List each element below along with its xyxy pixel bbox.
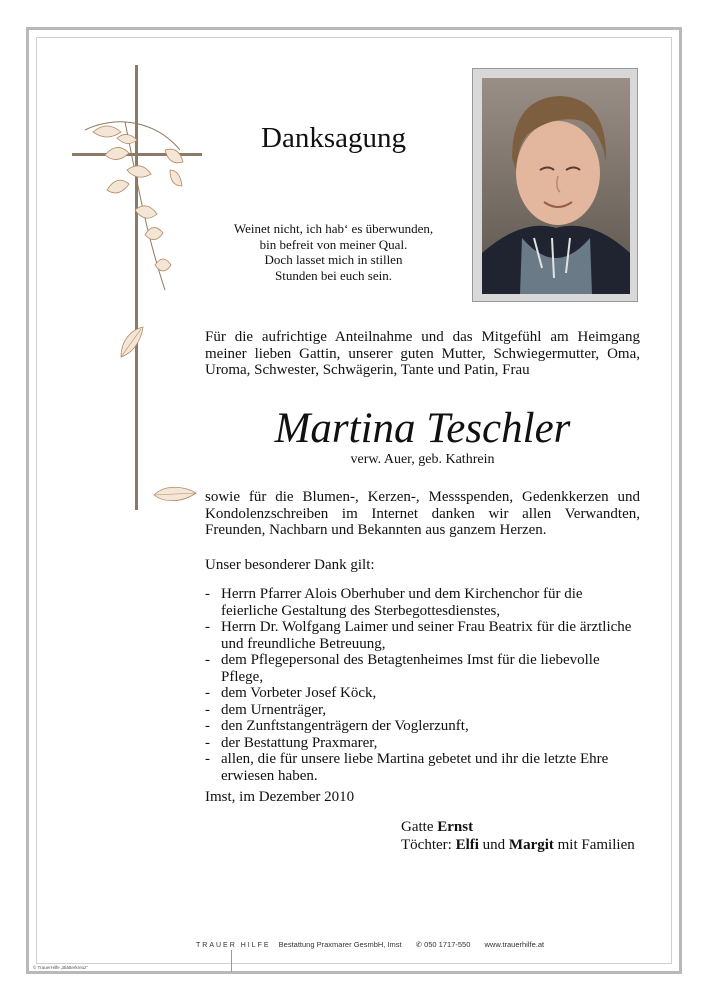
list-dash: - <box>205 586 210 602</box>
trauerhilfe-logo: TRAUER HILFE <box>196 942 271 949</box>
poem-line: bin befreit von meiner Qual. <box>259 236 408 252</box>
list-dash: - <box>205 619 210 635</box>
poem-line: Doch lasset mich in stillen <box>264 252 403 267</box>
intro-paragraph: Für die aufrichtige Anteilnahme und das Mitgefühl am Heimgang meiner lieben Gattin, unserer guten Mutter, Schwiegermutter, Oma, Uroma, Schwester, Schwägerin, Tante und Patin, Frau <box>205 329 640 378</box>
signature-line-daughters: Töchter: Elfi und Margit mit Familien <box>401 837 635 853</box>
deceased-name: Martina Teschler <box>274 405 571 452</box>
leaf-icon <box>152 483 198 507</box>
list-dash: - <box>205 652 210 668</box>
footer-divider <box>231 950 232 972</box>
list-item: - allen, die für unsere liebe Martina gebetet und ihr die letzte Ehre erwiesen haben. <box>205 751 609 784</box>
signature <box>401 818 635 854</box>
list-item: - dem Pflegepersonal des Betagtenheimes Imst für die liebevolle Pflege, <box>205 652 600 685</box>
list-dash: - <box>205 734 210 751</box>
list-item: - der Bestattung Praxmarer, <box>205 734 378 751</box>
footer-web: www.trauerhilfe.at <box>484 940 545 949</box>
list-dash: - <box>205 718 210 734</box>
maiden-name: verw. Auer, geb. Kathrein <box>350 452 495 467</box>
list-item: - den Zunftstangenträgern der Voglerzunft, <box>205 718 469 734</box>
list-dash: - <box>205 751 210 767</box>
poem <box>206 221 461 283</box>
thanks-list <box>205 586 640 784</box>
leaf-branch-icon <box>65 110 195 300</box>
thanks-paragraph: sowie für die Blumen-, Kerzen-, Messspenden, Gedenkkerzen und Kondolenzschreiben im Internet danken wir allen Verwandten, Freunden, Nachbarn und Bekannten aus ganzem Herzen. <box>205 489 640 538</box>
list-item: - Herrn Pfarrer Alois Oberhuber und dem Kirchenchor für die feierliche Gestaltung des Sterbegottesdienstes, <box>205 586 583 619</box>
portrait-photo <box>482 78 630 294</box>
list-item: - Herrn Dr. Wolfgang Laimer und seiner Frau Beatrix für die ärztliche und freundliche Betreuung, <box>205 619 632 652</box>
list-item: - dem Vorbeter Josef Köck, <box>205 685 377 701</box>
daughter-name: Margit <box>508 837 554 853</box>
page-title: Danksagung <box>261 122 406 154</box>
footer <box>196 940 556 949</box>
signature-line-spouse: Gatte Ernst <box>401 819 474 835</box>
place-date: Imst, im Dezember 2010 <box>205 789 355 805</box>
list-item: - dem Urnenträger, <box>205 701 327 718</box>
list-dash: - <box>205 685 210 701</box>
copyright-note: © TrauerHilfe „Blätterkreuz“ <box>33 965 88 970</box>
daughter-name: Elfi <box>455 837 479 853</box>
leaf-icon <box>117 325 147 361</box>
footer-phone: ✆ 050 1717-550 <box>415 940 471 949</box>
spouse-name: Ernst <box>437 819 474 835</box>
special-thanks-heading: Unser besonderer Dank gilt: <box>205 557 375 573</box>
poem-line: Stunden bei euch sein. <box>275 267 392 283</box>
poem-line: Weinet nicht, ich hab‘ es überwunden, <box>233 221 434 236</box>
footer-company: Bestattung Praxmarer GesmbH, Imst <box>278 940 402 949</box>
list-dash: - <box>205 701 210 718</box>
